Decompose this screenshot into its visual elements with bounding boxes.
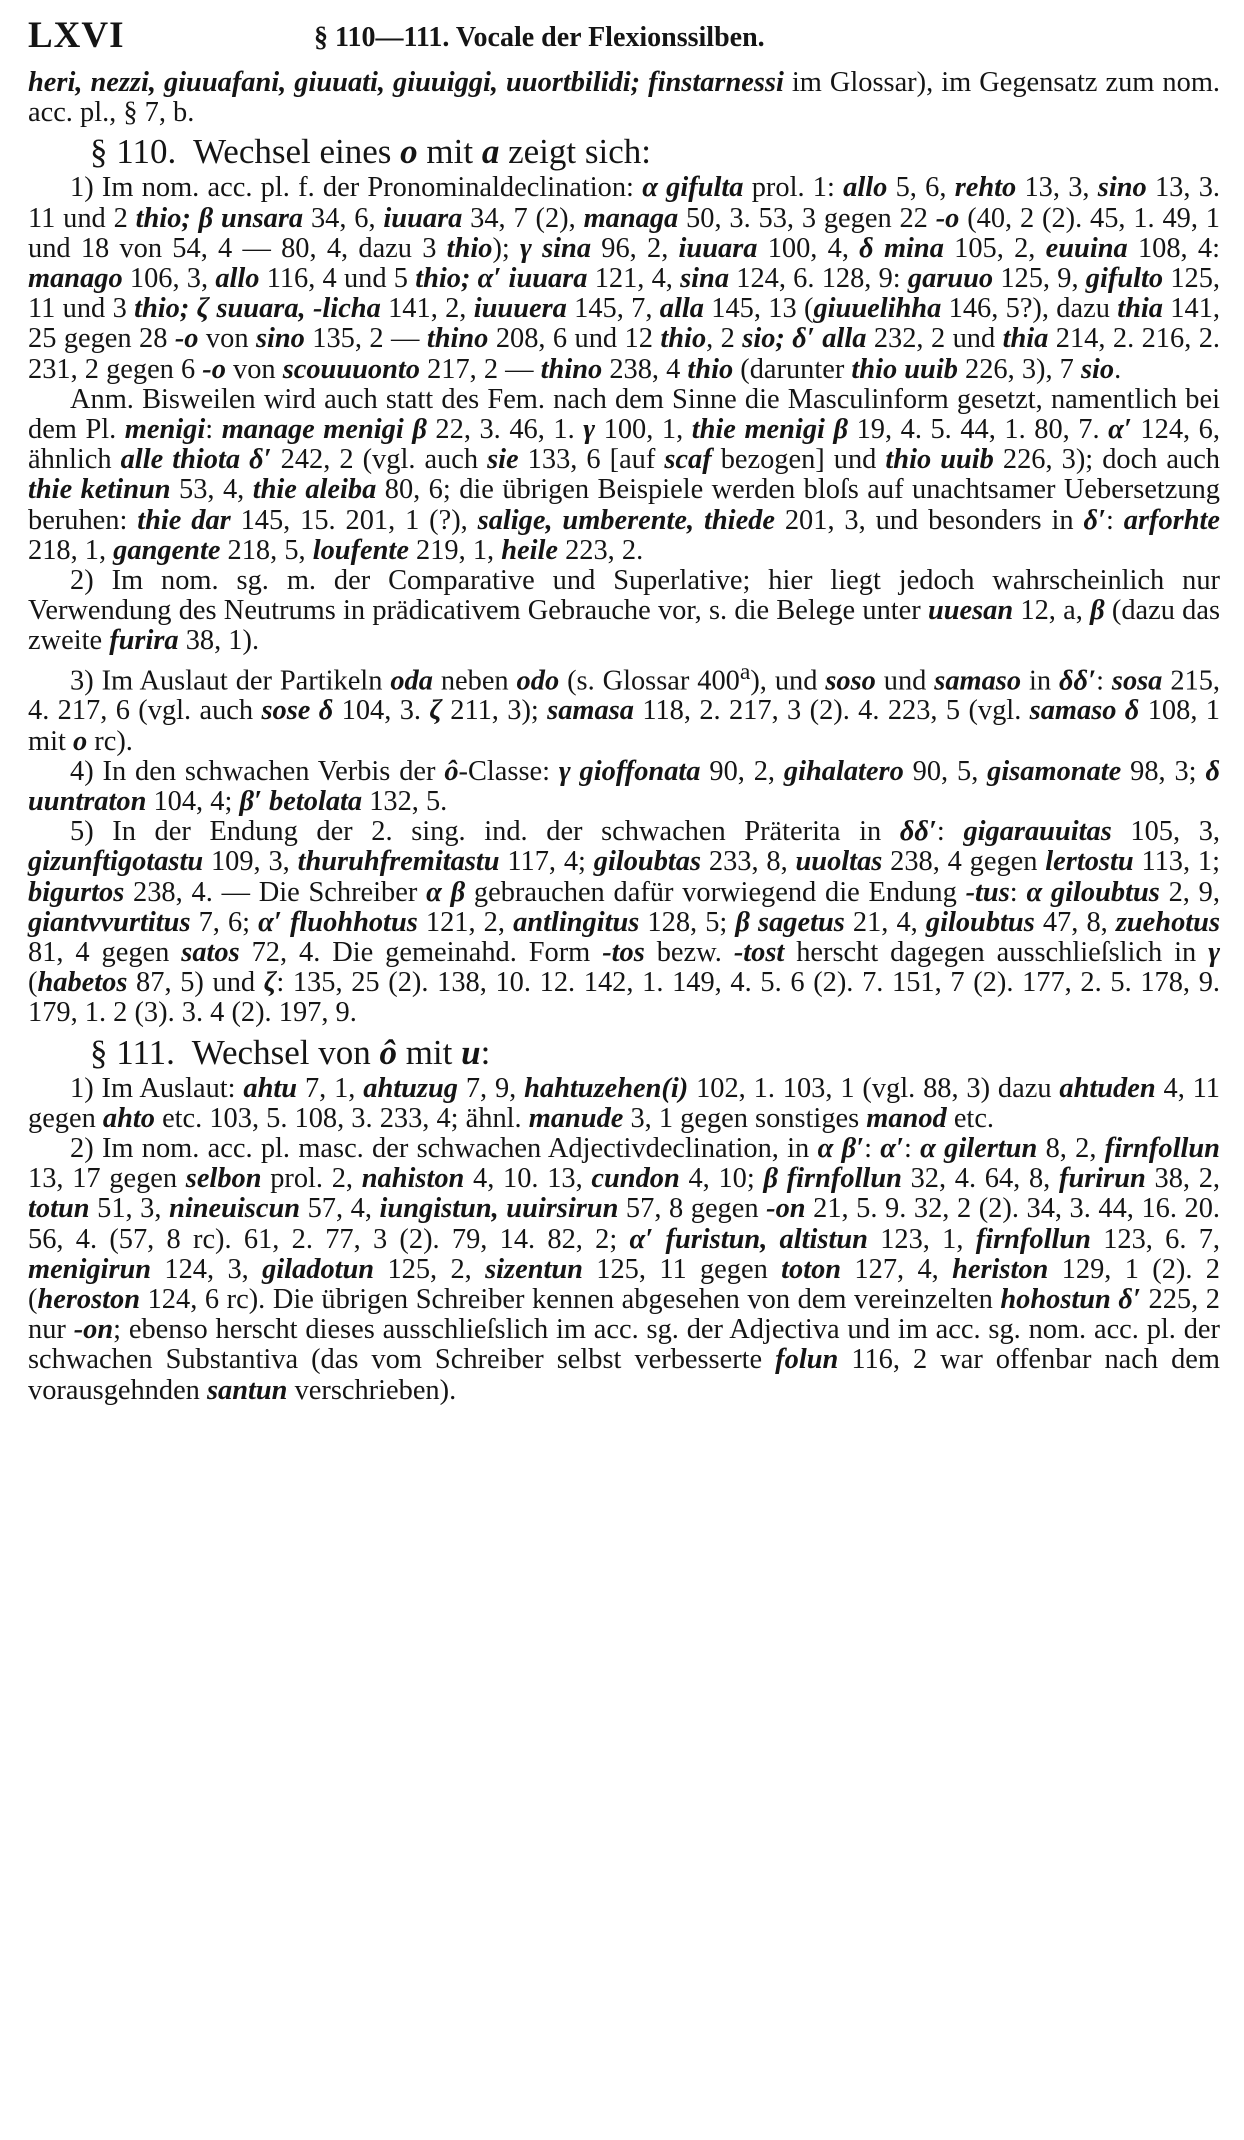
paragraph: 1) Im nom. acc. pl. f. der Pronominaldeclination: α gifulta prol. 1: allo 5, 6, rehto 13, 3, sino 13, 3. 11 und 2 thio; β unsara 34, 6, iuuara 34, 7 (2), managa 50, 3. 53, 3 gegen 22 -o (40, 2 (2). 45, 1. 49, 1 und 18 von 54, 4 — 80, 4, dazu 3 thio); γ sina 96, 2, iuuara 100, 4, δ mina 105, 2, euuina 108, 4: manago 106, 3, allo 116, 4 und 5 thio; α′ iuuara 121, 4, sina 124, 6. 128, 9: garuuo 125, 9, gifulto 125, 11 und 3 thio; ζ suuara, -licha 141, 2, iuuuera 145, 7, alla 145, 13 (giuuelihha 146, 5?), dazu thia 141, 25 gegen 28 -o von sino 135, 2 — thino 208, 6 und 12 thio, 2 sio; δ′ alla 232, 2 und thia 214, 2. 216, 2. 231, 2 gegen 6 -o von scouuuonto 217, 2 — thino 238, 4 thio (darunter thio uuib 226, 3), 7 sio. [28, 172, 1221, 385]
paragraph: Anm. Bisweilen wird auch statt des Fem. nach dem Sinne die Masculinform gesetzt, namentlich bei dem Pl. menigi: manage menigi β 22, 3. 46, 1. γ 100, 1, thie menigi β 19, 4. 5. 44, 1. 80, 7. α′ 124, 6, ähnlich alle thiota δ′ 242, 2 (vgl. auch sie 133, 6 [auf scaf bezogen] und thio uuib 226, 3); doch auch thie ketinun 53, 4, thie aleiba 80, 6; die übrigen Beispiele werden bloſs auf unachtsamer Uebersetzung beruhen: thie dar 145, 15. 201, 1 (?), salige, umberente, thiede 201, 3, und besonders in δ′: arforhte 218, 1, gangente 218, 5, loufente 219, 1, heile 223, 2. [28, 383, 1221, 566]
paragraph: heri, nezzi, giuuafani, giuuati, giuuiggi, uuortbilidi; finstarnessi im Glossar), im Gegensatz zum nom. acc. pl., § 7, b. [28, 67, 1220, 129]
page-number: LXVI [28, 15, 125, 56]
paragraph: 4) In den schwachen Verbis der ô-Classe: γ gioffonata 90, 2, gihalatero 90, 5, gisamonate 98, 3; δ uuntraton 104, 4; β′ betolata 132, 5. [28, 755, 1220, 817]
paragraph: 1) Im Auslaut: ahtu 7, 1, ahtuzug 7, 9, hahtuzehen(i) 102, 1. 103, 1 (vgl. 88, 3) dazu ahtuden 4, 11 gegen ahto etc. 103, 5. 108, 3. 233, 4; ähnl. manude 3, 1 gegen sonstiges manod etc. [28, 1072, 1220, 1134]
running-head [28, 14, 1220, 68]
section-heading: § 110. Wechsel eines o mit a zeigt sich: [90, 132, 651, 172]
running-title: § 110—111. Vocale der Flexionssilben. [314, 22, 765, 53]
paragraph: 2) Im nom. acc. pl. masc. der schwachen Adjectivdeclination, in α β′: α′: α gilertun 8, 2, firnfollun 13, 17 gegen selbon prol. 2, nahiston 4, 10. 13, cundon 4, 10; β firnfollun 32, 4. 64, 8, furirun 38, 2, totun 51, 3, nineuiscun 57, 4, iungistun, uuirsirun 57, 8 gegen -on 21, 5. 9. 32, 2 (2). 34, 3. 44, 16. 20. 56, 4. (57, 8 rc). 61, 2. 77, 3 (2). 79, 14. 82, 2; α′ furistun, altistun 123, 1, firnfollun 123, 6. 7, menigirun 124, 3, giladotun 125, 2, sizentun 125, 11 gegen toton 127, 4, heriston 129, 1 (2). 2 (heroston 124, 6 rc). Die übrigen Schreiber kennen abgesehen von dem vereinzelten hohostun δ′ 225, 2 nur -on; ebenso herscht dieses ausschlieſslich im acc. sg. der Adjectiva und im acc. sg. nom. acc. pl. der schwachen Substantiva (das vom Schreiber selbst verbesserte folun 116, 2 war offenbar nach dem vorausgehnden santun verschrieben). [28, 1132, 1221, 1406]
paragraph: 2) Im nom. sg. m. der Comparative und Superlative; hier liegt jedoch wahrscheinlich nur Verwendung des Neutrums in prädicativem Gebrauche vor, s. die Belege unter uuesan 12, a, β (dazu das zweite furira 38, 1). [28, 565, 1220, 657]
body-text [28, 68, 1220, 1406]
section-heading: § 111. Wechsel von ô mit u: [90, 1032, 491, 1072]
paragraph: 5) In der Endung der 2. sing. ind. der schwachen Präterita in δδ′: gigarauuitas 105, 3, gizunftigotastu 109, 3, thuruhfremitastu 117, 4; giloubtas 233, 8, uuoltas 238, 4 gegen lertostu 113, 1; bigurtos 238, 4. — Die Schreiber α β gebrauchen dafür vorwiegend die Endung -tus: α giloubtus 2, 9, giantvvurtitus 7, 6; α′ fluohhotus 121, 2, antlingitus 128, 5; β sagetus 21, 4, giloubtus 47, 8, zuehotus 81, 4 gegen satos 72, 4. Die gemeinahd. Form -tos bezw. -tost herscht dagegen ausschlieſslich in γ (habetos 87, 5) und ζ: 135, 25 (2). 138, 10. 12. 142, 1. 149, 4. 5. 6 (2). 7. 151, 7 (2). 177, 2. 5. 178, 9. 179, 1. 2 (3). 3. 4 (2). 197, 9. [28, 816, 1221, 1029]
paragraph: 3) Im Auslaut der Partikeln oda neben odo (s. Glossar 400$^a$), und soso und samaso in δδ′: sosa 215, 4. 217, 6 (vgl. auch sose δ 104, 3. ζ 211, 3); samasa 118, 2. 217, 3 (2). 4. 223, 5 (vgl. samaso δ 108, 1 mit o rc). [28, 658, 1220, 757]
